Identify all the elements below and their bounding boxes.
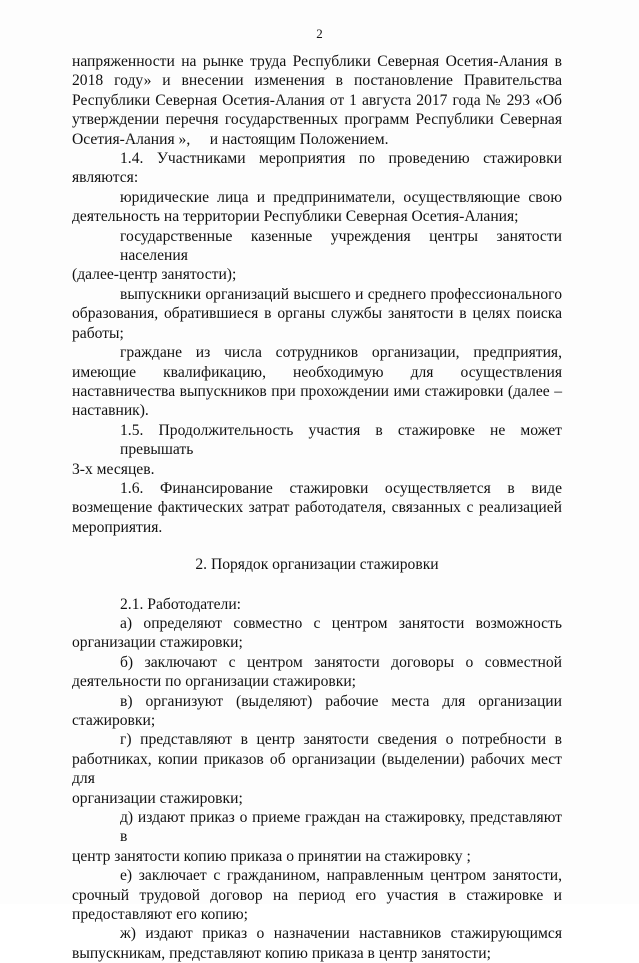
paragraph-1-4-a — [72, 188, 562, 227]
text-line: государственные казенные учреждения центры занятости населения — [120, 227, 562, 265]
paragraph-1-4-b — [72, 227, 562, 285]
text-line: 3-х месяцев. — [72, 460, 155, 478]
text-line: мероприятия. — [72, 518, 163, 536]
text-line: 1.6. Финансирование стажировки осуществляется в виде — [120, 479, 562, 497]
text-line: деятельности по организации стажировки; — [72, 673, 356, 691]
text-line: ж) издают приказ о назначении наставников стажирующимся — [120, 925, 562, 943]
text-line: предоставляют его копию; — [72, 906, 248, 924]
intro-paragraph — [72, 52, 562, 149]
text-line: имеющие квалификацию, необходимую для осуществления — [72, 363, 562, 381]
list-item-a — [72, 614, 562, 653]
document-body — [72, 52, 562, 963]
list-item-e — [72, 866, 562, 924]
page-number: 2 — [316, 26, 323, 41]
text-line: являются: — [72, 169, 139, 187]
text-line: работы; — [72, 324, 124, 342]
text-line: граждане из числа сотрудников организации, предприятия, — [120, 344, 562, 362]
text-line: б) заключают с центром занятости договоры о совместной — [120, 653, 562, 671]
text-line: возмещение фактических затрат работодателя, связанных с реализацией — [72, 499, 562, 517]
text-line: (далее-центр занятости); — [72, 266, 237, 284]
text-line: 1.4. Участниками мероприятия по проведению стажировки — [120, 150, 562, 168]
paragraph-1-6 — [72, 479, 562, 537]
text-line: 2018 году» и внесении изменения в постановление Правительства — [72, 72, 562, 90]
text-line: организации стажировки; — [72, 634, 243, 652]
text-line: наставник). — [72, 402, 149, 420]
list-item-v — [72, 692, 562, 731]
text-line: а) определяют совместно с центром занятости возможность — [120, 614, 562, 632]
paragraph-1-5 — [72, 421, 562, 479]
section-2-heading: 2. Порядок организации стажировки — [195, 556, 439, 574]
text-line: деятельность на территории Республики Северная Осетия-Алания; — [72, 208, 519, 226]
list-item-g — [72, 730, 562, 808]
text-line: срочный трудовой договор на период его участия в стажировке и — [72, 886, 562, 904]
text-line: в) организуют (выделяют) рабочие места для организации — [120, 692, 562, 710]
text-line: работниках, копии приказов об организации (выделении) рабочих мест для — [72, 750, 562, 788]
text-line: выпускники организаций высшего и среднего профессионального — [120, 285, 562, 303]
text-line: организации стажировки; — [72, 789, 243, 807]
paragraph-1-4-c — [72, 285, 562, 343]
text-line: е) заключает с гражданином, направленным центром занятости, — [120, 867, 562, 885]
paragraph-1-4-d — [72, 343, 562, 421]
text-line: центр занятости копию приказа о принятии на стажировку ; — [72, 847, 471, 865]
paragraph-2-1: 2.1. Работодатели: — [120, 595, 242, 613]
text-line: стажировки; — [72, 712, 156, 729]
text-line: Республики Северная Осетия-Алания от 1 августа 2017 года № 293 «Об — [72, 91, 562, 109]
text-line: образования, обратившиеся в органы службы занятости в целях поиска — [72, 305, 562, 323]
text-line: юридические лица и предприниматели, осуществляющие свою — [120, 188, 562, 206]
text-line: Осетия-Алания », и настоящим Положением. — [72, 130, 389, 148]
text-line: утверждении перечня государственных программ Республики Северная — [72, 111, 562, 129]
text-line: д) издают приказ о приеме граждан на стажировку, представляют в — [120, 809, 562, 846]
text-line: г) представляют в центр занятости сведения о потребности в — [120, 731, 562, 749]
text-line: выпускникам, представляют копию приказа в центр занятости; — [72, 944, 491, 962]
list-item-zh — [72, 924, 562, 963]
text-line: напряженности на рынке труда Республики Северная Осетия-Алания в — [72, 53, 562, 70]
text-line: наставничества выпускников при прохождении ими стажировки (далее – — [72, 382, 562, 400]
list-item-d — [72, 808, 562, 866]
list-item-b — [72, 653, 562, 692]
paragraph-1-4 — [72, 149, 562, 188]
text-line: 1.5. Продолжительность участия в стажировке не может превышать — [120, 421, 562, 459]
